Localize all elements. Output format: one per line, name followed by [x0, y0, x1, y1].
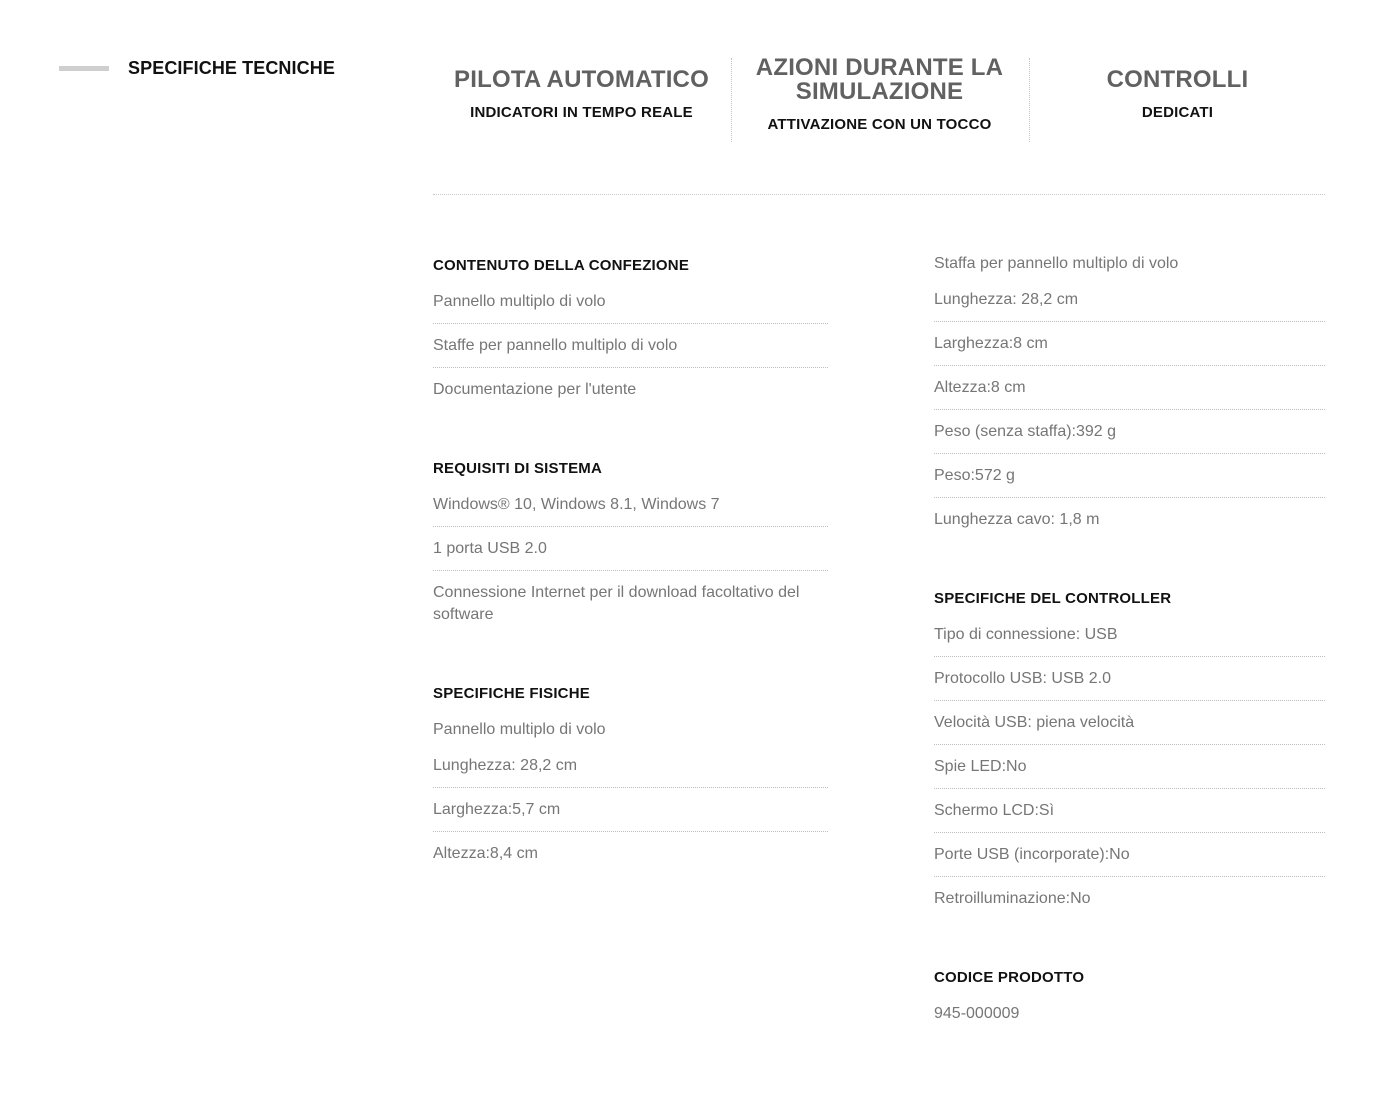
spec-row: Retroilluminazione:No — [934, 890, 1091, 907]
spec-row: Lunghezza: 28,2 cm — [934, 289, 1325, 322]
spec-group-title: SPECIFICHE DEL CONTROLLER — [934, 590, 1172, 607]
spec-row: Documentazione per l'utente — [433, 381, 637, 398]
spec-row: Pannello multiplo di volo — [433, 291, 828, 324]
spec-row: Velocità USB: piena velocità — [934, 712, 1325, 745]
spec-row: Peso:572 g — [934, 465, 1325, 498]
spec-row: Lunghezza cavo: 1,8 m — [934, 511, 1100, 528]
feature-controls — [1029, 56, 1326, 142]
features-divider — [433, 194, 1325, 195]
spec-row: Altezza:8 cm — [934, 377, 1325, 410]
spec-row: Staffe per pannello multiplo di volo — [433, 335, 828, 368]
spec-group-controller — [934, 582, 1325, 920]
specs-column-right — [934, 249, 1325, 1076]
spec-group-bracket — [934, 253, 1325, 541]
spec-row: Peso (senza staffa):392 g — [934, 421, 1325, 454]
spec-row: Altezza:8,4 cm — [433, 845, 538, 862]
spec-group-title: CODICE PRODOTTO — [934, 969, 1085, 986]
spec-group-title: REQUISITI DI SISTEMA — [433, 460, 603, 477]
feature-subheading: INDICATORI IN TEMPO REALE — [470, 104, 693, 121]
spec-row: Protocollo USB: USB 2.0 — [934, 668, 1325, 701]
section-accent-bar — [59, 66, 109, 71]
spec-row: Schermo LCD:Sì — [934, 800, 1325, 833]
feature-heading: AZIONI DURANTE LA SIMULAZIONE — [755, 54, 1004, 105]
feature-heading: PILOTA AUTOMATICO — [454, 66, 709, 93]
spec-row: Porte USB (incorporate):No — [934, 844, 1325, 877]
spec-row: Larghezza:5,7 cm — [433, 799, 828, 832]
spec-group-product-code — [934, 961, 1325, 1035]
spec-subtitle: Staffa per pannello multiplo di volo — [934, 255, 1179, 272]
feature-sim-actions — [731, 56, 1028, 142]
feature-highlights — [433, 56, 1325, 144]
spec-subtitle: Pannello multiplo di volo — [433, 721, 606, 738]
spec-row: Lunghezza: 28,2 cm — [433, 755, 828, 788]
spec-row: Spie LED:No — [934, 756, 1325, 789]
spec-row: Larghezza:8 cm — [934, 333, 1325, 366]
spec-group-system-requirements — [433, 452, 828, 636]
product-code-value: 945-000009 — [934, 1005, 1020, 1022]
feature-autopilot — [433, 56, 730, 142]
feature-subheading: DEDICATI — [1141, 104, 1214, 121]
spec-group-title: CONTENUTO DELLA CONFEZIONE — [433, 257, 690, 274]
specs-column-left — [433, 249, 828, 916]
spec-row: Connessione Internet per il download facoltativo del software — [433, 584, 800, 623]
spec-row: 1 porta USB 2.0 — [433, 538, 828, 571]
spec-row: Tipo di connessione: USB — [934, 624, 1325, 657]
section-title: SPECIFICHE TECNICHE — [128, 58, 335, 78]
feature-heading: CONTROLLI — [1106, 66, 1249, 93]
spec-row: Windows® 10, Windows 8.1, Windows 7 — [433, 494, 828, 527]
spec-group-physical — [433, 677, 828, 875]
feature-subheading: ATTIVAZIONE CON UN TOCCO — [767, 116, 992, 133]
spec-group-package-contents — [433, 249, 828, 411]
spec-group-title: SPECIFICHE FISICHE — [433, 685, 590, 702]
